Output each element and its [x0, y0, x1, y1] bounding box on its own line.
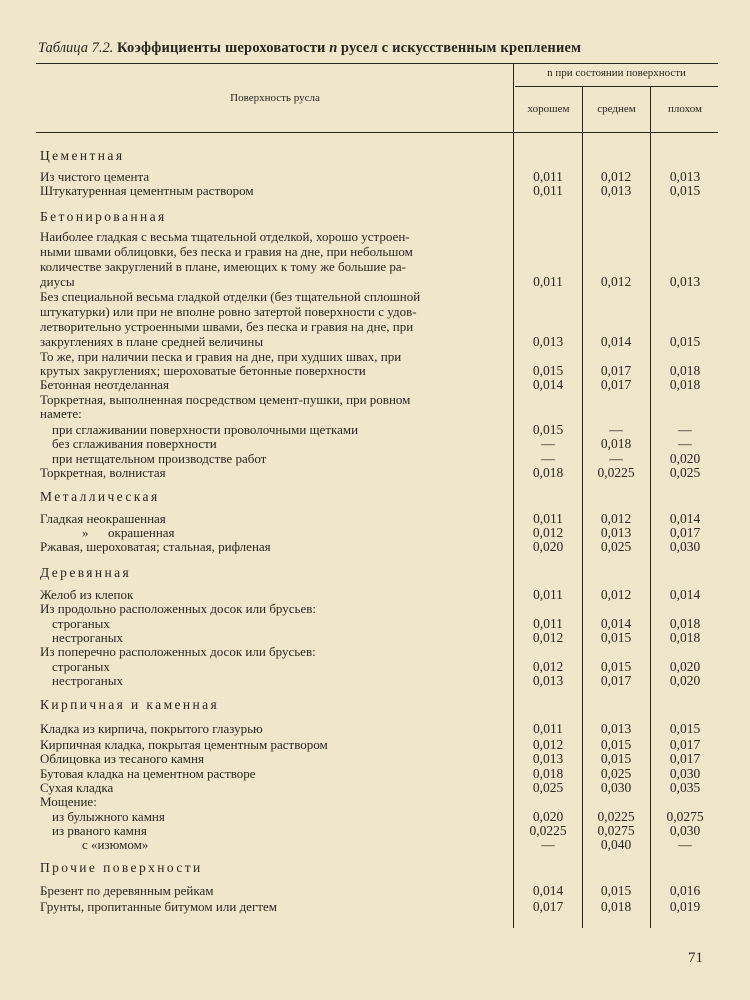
row-label: Сухая кладка [40, 780, 114, 795]
row-label: Кладка из кирпича, покрытого глазурью [40, 721, 263, 736]
row-label: Без специальной весьма гладкой отделки (без тщательной сплошной [40, 289, 421, 304]
value-poor: 0,015 [669, 721, 701, 736]
value-good: 0,011 [533, 587, 563, 602]
value-good: 0,011 [533, 616, 563, 631]
table-row [0, 645, 750, 659]
section-heading: Бетонированная [40, 209, 167, 224]
row-label: диусы [40, 274, 75, 289]
caption-number: Таблица 7.2. [38, 40, 114, 56]
value-good: 0,011 [533, 169, 563, 184]
page-number: 71 [688, 950, 703, 966]
table-row [0, 660, 750, 674]
section-heading: Цементная [40, 148, 125, 163]
table-row [0, 752, 750, 766]
header-group-rule [515, 86, 718, 87]
table-top-rule [36, 63, 718, 64]
table-row [0, 738, 750, 752]
caption-title-part-2: русел с искусственным креплением [340, 40, 582, 56]
value-poor: 0,020 [669, 673, 701, 688]
header-col-medium: среднем [597, 103, 636, 115]
row-label: количестве закруглений в плане, имеющих к тому же большие ра- [40, 259, 406, 274]
value-poor: 0,018 [669, 363, 701, 378]
table-caption [38, 40, 718, 57]
table-row [0, 674, 750, 688]
value-poor: — [678, 422, 692, 437]
header-col-poor: плохом [668, 103, 702, 115]
value-medium: 0,014 [600, 616, 632, 631]
value-medium: 0,013 [600, 721, 632, 736]
header-bottom-rule [36, 132, 718, 133]
table-row [0, 838, 750, 852]
table-row [0, 230, 750, 244]
table-row [0, 335, 750, 349]
value-good: 0,015 [532, 363, 564, 378]
value-good: 0,012 [532, 525, 564, 540]
row-label: с «изюмом» [82, 837, 149, 852]
table-row [0, 795, 750, 809]
row-label: Бетонная неотделанная [40, 377, 170, 392]
value-good: 0,014 [532, 883, 564, 898]
row-label: Желоб из клепок [40, 587, 134, 602]
value-medium: 0,015 [600, 883, 632, 898]
value-poor: 0,013 [669, 169, 701, 184]
value-poor: 0,018 [669, 377, 701, 392]
table-row [0, 275, 750, 289]
value-good: 0,017 [532, 899, 564, 914]
value-good: 0,012 [532, 737, 564, 752]
value-good: 0,011 [533, 274, 563, 289]
value-good: — [541, 451, 555, 466]
row-label: при нетщательном производстве работ [52, 451, 267, 466]
table-row [0, 260, 750, 274]
value-good: 0,018 [532, 465, 564, 480]
value-poor: 0,015 [669, 183, 701, 198]
value-medium: 0,025 [600, 539, 632, 554]
value-medium: 0,012 [600, 511, 632, 526]
value-medium: 0,017 [600, 363, 632, 378]
table-row [0, 407, 750, 421]
table-row [0, 378, 750, 392]
row-label: То же, при наличии песка и гравия на дне, при худших швах, при [40, 349, 402, 364]
row-label: из рваного камня [52, 823, 147, 838]
row-label: нестроганых [52, 673, 123, 688]
row-label: Брезент по деревянным рейкам [40, 883, 214, 898]
value-poor: 0,017 [669, 525, 701, 540]
table-row [0, 588, 750, 602]
row-label: без сглаживания поверхности [52, 436, 217, 451]
value-medium: 0,013 [600, 183, 632, 198]
table-row [0, 245, 750, 259]
header-col-good: хорошем [527, 103, 570, 115]
row-label: намете: [40, 406, 82, 421]
value-good: 0,014 [532, 377, 564, 392]
row-label: строганых [52, 616, 110, 631]
value-medium: 0,040 [600, 837, 632, 852]
value-medium: 0,017 [600, 377, 632, 392]
table-row [0, 364, 750, 378]
row-label: Кирпичная кладка, покрытая цементным раствором [40, 737, 328, 752]
row-label: Наиболее гладкая с весьма тщательной отделкой, хорошо устроен- [40, 229, 410, 244]
value-medium: 0,015 [600, 630, 632, 645]
table-row [0, 320, 750, 334]
value-poor: 0,017 [669, 751, 701, 766]
table-row [0, 722, 750, 736]
value-poor: 0,018 [669, 616, 701, 631]
table-row [0, 824, 750, 838]
row-label: нестроганых [52, 630, 123, 645]
table-row [0, 512, 750, 526]
table-row [0, 617, 750, 631]
value-good: 0,018 [532, 766, 564, 781]
value-good: 0,013 [532, 673, 564, 688]
value-medium: 0,018 [600, 899, 632, 914]
value-poor: 0,020 [669, 451, 701, 466]
table-row [0, 305, 750, 319]
value-medium: 0,017 [600, 673, 632, 688]
value-medium: 0,012 [600, 169, 632, 184]
value-poor: 0,019 [669, 899, 701, 914]
value-medium: 0,012 [600, 274, 632, 289]
row-label: летворительно устроенными швами, без песка и гравия на дне, при [40, 319, 414, 334]
table-row [0, 184, 750, 198]
value-good: 0,020 [532, 539, 564, 554]
value-medium: 0,030 [600, 780, 632, 795]
table-row [0, 423, 750, 437]
value-poor: 0,025 [669, 465, 701, 480]
value-good: 0,025 [532, 780, 564, 795]
section-heading: Металлическая [40, 489, 160, 504]
caption-variable: n [329, 40, 338, 56]
table-row [0, 781, 750, 795]
value-medium: 0,014 [600, 334, 632, 349]
value-good: — [541, 837, 555, 852]
value-poor: 0,030 [669, 823, 701, 838]
table-row [0, 540, 750, 554]
table-row [0, 290, 750, 304]
table-row [0, 900, 750, 914]
table-row [0, 526, 750, 540]
table-row [0, 466, 750, 480]
section-heading: Прочие поверхности [40, 860, 203, 875]
value-poor: 0,0275 [666, 809, 704, 824]
table-row [0, 810, 750, 824]
table-row [0, 767, 750, 781]
value-poor: — [678, 436, 692, 451]
table-row [0, 452, 750, 466]
value-poor: — [678, 837, 692, 852]
value-poor: 0,030 [669, 539, 701, 554]
value-poor: 0,017 [669, 737, 701, 752]
table-row [0, 631, 750, 645]
row-label: » окрашенная [82, 525, 175, 540]
value-poor: 0,014 [669, 511, 701, 526]
table-row [0, 170, 750, 184]
value-medium: 0,013 [600, 525, 632, 540]
value-good: 0,011 [533, 183, 563, 198]
value-medium: 0,012 [600, 587, 632, 602]
row-label: из булыжного камня [52, 809, 165, 824]
value-good: 0,020 [532, 809, 564, 824]
value-poor: 0,018 [669, 630, 701, 645]
value-medium: 0,015 [600, 751, 632, 766]
row-label: Гладкая неокрашенная [40, 511, 166, 526]
table-row [0, 437, 750, 451]
row-label: строганых [52, 659, 110, 674]
value-good: 0,012 [532, 630, 564, 645]
table-row [0, 884, 750, 898]
row-label: Из продольно расположенных досок или брусьев: [40, 601, 316, 616]
value-good: 0,013 [532, 751, 564, 766]
value-medium: 0,0225 [597, 465, 635, 480]
value-good: 0,012 [532, 659, 564, 674]
value-medium: 0,025 [600, 766, 632, 781]
value-medium: 0,015 [600, 659, 632, 674]
value-good: 0,0225 [529, 823, 567, 838]
section-heading: Деревянная [40, 565, 132, 580]
value-poor: 0,035 [669, 780, 701, 795]
row-label: штукатурки) или при не вполне ровно затертой поверхности с удов- [40, 304, 417, 319]
row-label: Из чистого цемента [40, 169, 150, 184]
table-row [0, 350, 750, 364]
row-label: закруглениях в плане средней величины [40, 334, 264, 349]
header-surface: Поверхность русла [230, 92, 320, 104]
value-good: 0,011 [533, 721, 563, 736]
table-row [0, 602, 750, 616]
value-poor: 0,030 [669, 766, 701, 781]
row-label: Штукатуренная цементным раствором [40, 183, 254, 198]
row-label: Мощение: [40, 794, 97, 809]
row-label: Облицовка из тесаного камня [40, 751, 204, 766]
row-label: при сглаживании поверхности проволочными щетками [52, 422, 359, 437]
value-good: 0,011 [533, 511, 563, 526]
row-label: Торкретная, выполненная посредством цемент-пушки, при ровном [40, 392, 411, 407]
value-medium: 0,015 [600, 737, 632, 752]
value-poor: 0,013 [669, 274, 701, 289]
row-label: Торкретная, волнистая [40, 465, 166, 480]
caption-title-part-1: Коэффициенты шероховатости [116, 40, 326, 56]
section-heading: Кирпичная и каменная [40, 697, 220, 712]
value-poor: 0,014 [669, 587, 701, 602]
value-poor: 0,015 [669, 334, 701, 349]
value-good: — [541, 436, 555, 451]
row-label: Бутовая кладка на цементном растворе [40, 766, 256, 781]
row-label: Из поперечно расположенных досок или брусьев: [40, 644, 316, 659]
row-label: Ржавая, шероховатая; стальная, рифленая [40, 539, 271, 554]
table-row [0, 393, 750, 407]
row-label: Грунты, пропитанные битумом или дегтем [40, 899, 277, 914]
value-medium: 0,0275 [597, 823, 635, 838]
value-medium: 0,018 [600, 436, 632, 451]
value-poor: 0,020 [669, 659, 701, 674]
row-label: крутых закруглениях; шероховатые бетонные поверхности [40, 363, 366, 378]
value-medium: — [609, 422, 623, 437]
value-medium: — [609, 451, 623, 466]
row-label: ными швами облицовки, без песка и гравия на дне, при небольшом [40, 244, 413, 259]
header-group: n при состоянии поверхности [547, 67, 686, 79]
value-good: 0,015 [532, 422, 564, 437]
value-good: 0,013 [532, 334, 564, 349]
value-poor: 0,016 [669, 883, 701, 898]
value-medium: 0,0225 [597, 809, 635, 824]
